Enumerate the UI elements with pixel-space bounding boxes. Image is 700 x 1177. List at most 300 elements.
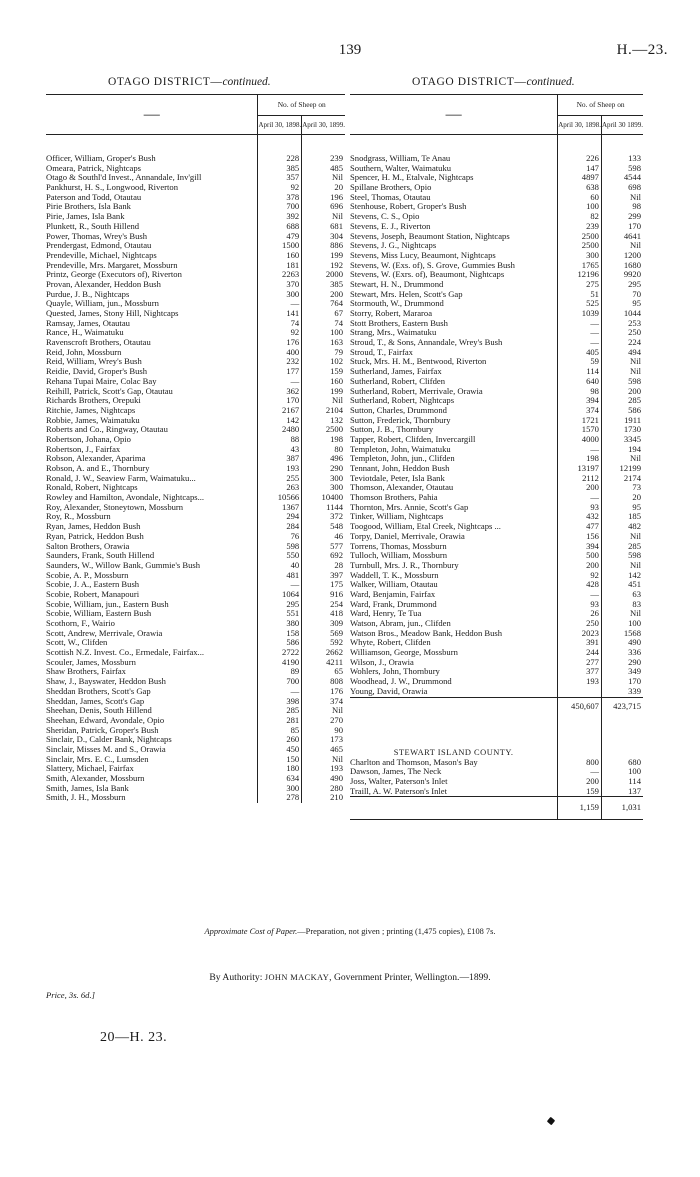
sheep-1898: 1039 xyxy=(558,309,602,319)
table-row xyxy=(350,396,643,406)
sheep-1899: 133 xyxy=(601,154,643,164)
table-row xyxy=(46,251,345,261)
table-row xyxy=(350,435,643,445)
sheep-1899: 65 xyxy=(302,667,345,677)
owner-name: Scobie, William, jun., Eastern Bush xyxy=(46,599,169,609)
year-1898-header: April 30, 1898. xyxy=(558,116,602,135)
sheep-1898: — xyxy=(258,687,302,697)
sheep-1898: 239 xyxy=(558,222,602,232)
table-row xyxy=(46,299,345,309)
sheep-1899: 210 xyxy=(302,793,345,803)
name-column-header: — xyxy=(350,95,558,135)
sheep-1898: 387 xyxy=(258,454,302,464)
sheep-1898: 362 xyxy=(258,387,302,397)
sheep-1899: 102 xyxy=(302,357,345,367)
table-row xyxy=(350,658,643,668)
sheep-1898: 40 xyxy=(258,561,302,571)
owner-name: Sutherland, Robert, Nightcaps xyxy=(350,396,455,406)
sheep-1899: 239 xyxy=(302,154,345,164)
owner-name: Robbie, James, Waimatuku xyxy=(46,415,140,425)
sheep-1898: 93 xyxy=(558,503,602,513)
sheep-1898: 300 xyxy=(258,784,302,794)
sheep-1899: 46 xyxy=(302,532,345,542)
sheep-1899: 170 xyxy=(601,222,643,232)
sheep-1898: 13197 xyxy=(558,464,602,474)
sheep-1898: 281 xyxy=(258,716,302,726)
sheep-1898: 374 xyxy=(558,406,602,416)
footer-document-reference: 20—H. 23. xyxy=(100,1030,168,1045)
owner-name: Sutton, J. B., Thornbury xyxy=(350,425,434,435)
sheep-1899: 200 xyxy=(302,290,345,300)
table-row xyxy=(350,261,643,271)
table-row xyxy=(350,609,643,619)
table-row xyxy=(46,454,345,464)
owner-name: Paterson and Todd, Otautau xyxy=(46,192,142,202)
sheep-1898: 551 xyxy=(258,609,302,619)
owner-name: Sinclair, D., Calder Bank, Nightcaps xyxy=(46,735,172,745)
sheep-1898: 1570 xyxy=(558,425,602,435)
table-row xyxy=(350,212,643,222)
table-row xyxy=(350,474,643,484)
sheep-1899: 250 xyxy=(601,328,643,338)
table-row xyxy=(350,561,643,571)
owner-name: Sutton, Frederick, Thornbury xyxy=(350,415,451,425)
sheep-1899: 496 xyxy=(302,454,345,464)
table-row xyxy=(350,522,643,532)
table-row xyxy=(46,677,345,687)
sheep-1898: 634 xyxy=(258,774,302,784)
sheep-1899: 270 xyxy=(302,716,345,726)
owner-name: Sheridan, Patrick, Groper's Bush xyxy=(46,725,159,735)
table-row xyxy=(350,416,643,426)
sheep-1899: 175 xyxy=(302,580,345,590)
owner-name: Printz, George (Executors of), Riverton xyxy=(46,270,182,280)
owner-name: Joss, Walter, Paterson's Inlet xyxy=(350,776,448,786)
sheep-1899: Nil xyxy=(601,561,643,571)
table-row xyxy=(350,280,643,290)
table-row xyxy=(46,232,345,242)
sheep-1898: 228 xyxy=(258,154,302,164)
owner-name: Roberts and Co., Ringway, Otautau xyxy=(46,425,168,435)
sheep-1899: 10400 xyxy=(302,493,345,503)
sheep-1898: 142 xyxy=(258,416,302,426)
sheep-1899: Nil xyxy=(601,454,643,464)
sheep-1898: 88 xyxy=(258,435,302,445)
sheep-1899: 20 xyxy=(601,493,643,503)
sheep-1899: 698 xyxy=(601,183,643,193)
table-row xyxy=(46,658,345,668)
owner-name: Quayle, William, jun., Mossburn xyxy=(46,299,159,309)
table-row xyxy=(350,600,643,610)
sheep-1899: 295 xyxy=(601,280,643,290)
sheep-1899: Nil xyxy=(601,241,643,251)
owner-name: Turnbull, Mrs. J. R., Thornbury xyxy=(350,560,459,570)
sheep-1898: 244 xyxy=(558,648,602,658)
sheep-1899: 418 xyxy=(302,609,345,619)
sheep-1899: 9920 xyxy=(601,270,643,280)
owner-name: Watson Bros., Meadow Bank, Heddon Bush xyxy=(350,628,503,638)
sheep-1899: 300 xyxy=(302,483,345,493)
sheep-1899: 142 xyxy=(601,571,643,581)
table-row xyxy=(46,580,345,590)
sheep-1898: 640 xyxy=(558,377,602,387)
owner-name: Whyte, Robert, Clifden xyxy=(350,638,431,648)
table-row xyxy=(46,609,345,619)
sheep-1898: — xyxy=(558,338,602,348)
county-heading: STEWART ISLAND COUNTY. xyxy=(393,747,514,757)
table-row xyxy=(46,561,345,571)
sheep-1899: 494 xyxy=(601,348,643,358)
owner-name: Provan, Alexander, Heddon Bush xyxy=(46,279,161,289)
sheep-1898: 263 xyxy=(258,483,302,493)
owner-name: Williamson, George, Mossburn xyxy=(350,648,458,658)
sheep-1899: 490 xyxy=(302,774,345,784)
table-row xyxy=(46,474,345,484)
table-row xyxy=(350,512,643,522)
owner-name: Prendeville, Michael, Nightcaps xyxy=(46,250,157,260)
sheep-1899: Nil xyxy=(601,609,643,619)
table-row xyxy=(46,396,345,406)
sheep-1898: — xyxy=(558,590,602,600)
owner-name: Stroud, T., & Sons, Annandale, Wrey's Bush xyxy=(350,338,503,348)
sheep-1898: 284 xyxy=(258,522,302,532)
owner-name: Stewart, Mrs. Helen, Scott's Gap xyxy=(350,289,463,299)
sheep-count-group-header: No. of Sheep on xyxy=(558,95,643,116)
sheep-1898: — xyxy=(558,767,602,777)
table-row xyxy=(350,183,643,193)
sheep-1899: 2662 xyxy=(302,648,345,658)
owner-name: Dawson, James, The Neck xyxy=(350,767,442,777)
table-row xyxy=(350,551,643,561)
sheep-1899: 1911 xyxy=(601,416,643,426)
owner-name: Stewart, H. N., Drummond xyxy=(350,279,444,289)
sheep-1898: 2480 xyxy=(258,425,302,435)
owner-name: Salton Brothers, Orawia xyxy=(46,541,130,551)
sheep-1898: 2500 xyxy=(558,232,602,242)
sheep-1898: 598 xyxy=(258,542,302,552)
owner-name: Torpy, Daniel, Merrivale, Orawia xyxy=(350,531,465,541)
county-total-1898: 1,159 xyxy=(558,797,602,820)
owner-name: Reidie, David, Groper's Bush xyxy=(46,367,148,377)
sheep-1899: 12199 xyxy=(601,464,643,474)
table-row xyxy=(46,183,345,193)
paper-cost-note: Approximate Cost of Paper.—Preparation, not given ; printing (1,475 copies), £108 7s. xyxy=(204,927,496,936)
owner-name: Smith, Alexander, Mossburn xyxy=(46,774,145,783)
owner-name: Sheehan, Edward, Avondale, Opio xyxy=(46,715,165,725)
sheep-1899: 2500 xyxy=(302,425,345,435)
total-1898: 450,607 xyxy=(558,697,602,716)
county-table-body xyxy=(350,758,643,797)
sheep-1899: 2104 xyxy=(302,406,345,416)
sheep-1899: 28 xyxy=(302,561,345,571)
sheep-1899: 254 xyxy=(302,600,345,610)
sheep-1899: 299 xyxy=(601,212,643,222)
sheep-1898: 156 xyxy=(558,532,602,542)
owner-name: Scottish N.Z. Invest. Co., Ermedale, Fairfax... xyxy=(46,648,204,658)
table-row xyxy=(350,377,643,387)
table-row xyxy=(350,638,643,648)
owner-name: Quested, James, Stony Hill, Nightcaps xyxy=(46,309,179,318)
sheep-1898: 688 xyxy=(258,222,302,232)
sheep-1898: 170 xyxy=(258,396,302,406)
sheep-1898: 181 xyxy=(258,261,302,271)
table-row xyxy=(350,251,643,261)
table-row xyxy=(350,629,643,639)
table-row xyxy=(46,697,345,707)
table-row xyxy=(350,667,643,677)
owner-name: Walker, William, Otautau xyxy=(350,580,438,590)
total-1899: 423,715 xyxy=(601,697,643,716)
owner-name: Stevens, W. (Exs. of), S. Grove, Gummies Bush xyxy=(350,260,515,270)
sheep-1898: — xyxy=(558,445,602,455)
table-row xyxy=(46,416,345,426)
owner-name: Storry, Robert, Mararoa xyxy=(350,309,433,318)
table-row xyxy=(46,638,345,648)
sheep-1898: 586 xyxy=(258,638,302,648)
left-sheep-table xyxy=(46,94,345,803)
table-row xyxy=(46,377,345,387)
sheep-1899: 598 xyxy=(601,551,643,561)
sheep-1899: 79 xyxy=(302,348,345,358)
table-row xyxy=(350,319,643,329)
sheep-1899: 465 xyxy=(302,745,345,755)
sheep-1898: 450 xyxy=(258,745,302,755)
sheep-1898: 385 xyxy=(258,164,302,174)
sheep-1898: 10566 xyxy=(258,493,302,503)
table-row xyxy=(46,774,345,784)
sheep-1898: 278 xyxy=(258,793,302,803)
owner-name: Thomson Brothers, Pahia xyxy=(350,493,438,503)
sheep-1898: 700 xyxy=(258,677,302,687)
owner-name: Prendergast, Edmond, Otautau xyxy=(46,241,152,251)
owner-name: Purdue, J. B., Nightcaps xyxy=(46,289,130,299)
sheep-1898: 477 xyxy=(558,522,602,532)
sheep-1899: 200 xyxy=(601,387,643,397)
table-row xyxy=(46,222,345,232)
table-row xyxy=(46,784,345,794)
sheep-1899: 20 xyxy=(302,183,345,193)
table-row xyxy=(46,319,345,329)
sheep-1899: 586 xyxy=(601,406,643,416)
sheep-1898: 114 xyxy=(558,367,602,377)
sheep-1898: 479 xyxy=(258,232,302,242)
owner-name: Plunkett, R., South Hillend xyxy=(46,221,140,231)
table-row xyxy=(46,154,345,164)
owner-name: Scothorn, F., Wairio xyxy=(46,619,115,628)
sheep-1899: 199 xyxy=(302,251,345,261)
owner-name: Templeton, John, Waimatuku xyxy=(350,444,451,454)
owner-name: Robson, Alexander, Aparima xyxy=(46,454,146,464)
sheep-1899: 290 xyxy=(601,658,643,668)
owner-name: Smith, J. H., Mossburn xyxy=(46,793,126,803)
sheep-1899: 1680 xyxy=(601,261,643,271)
table-row xyxy=(46,629,345,639)
table-row xyxy=(46,357,345,367)
sheep-1898: 26 xyxy=(558,609,602,619)
owner-name: Ronald, Robert, Nightcaps xyxy=(46,483,138,493)
owner-name: Prendeville, Mrs. Margaret, Mossburn xyxy=(46,260,178,270)
sheep-1898: — xyxy=(258,580,302,590)
sheep-count-group-header: No. of Sheep on xyxy=(258,95,345,116)
owner-name: Steel, Thomas, Otautau xyxy=(350,192,431,202)
table-row xyxy=(46,522,345,532)
owner-name: Shaw, J., Bayswater, Heddon Bush xyxy=(46,677,166,687)
table-row xyxy=(46,590,345,600)
sheep-1898: 1721 xyxy=(558,416,602,426)
owner-name: Tinker, William, Nightcaps xyxy=(350,512,444,522)
table-row xyxy=(46,338,345,348)
table-row xyxy=(46,793,345,803)
sheep-1898: 300 xyxy=(558,251,602,261)
sheep-1899: 280 xyxy=(302,784,345,794)
table-row xyxy=(350,483,643,493)
sheep-1898: 200 xyxy=(558,777,602,787)
sheep-1899: 1730 xyxy=(601,425,643,435)
sheep-1898: 405 xyxy=(558,348,602,358)
sheep-1898: 74 xyxy=(258,319,302,329)
owner-name: Stevens, W. (Exrs. of), Beaumont, Nightcaps xyxy=(350,270,505,280)
table-row xyxy=(46,464,345,474)
table-row xyxy=(350,687,643,697)
sheep-1899: Nil xyxy=(601,532,643,542)
owner-name: Sheddan Brothers, Scott's Gap xyxy=(46,686,151,696)
sheep-1898: 260 xyxy=(258,735,302,745)
owner-name: Scobie, William, Eastern Bush xyxy=(46,609,152,619)
table-row xyxy=(46,764,345,774)
sheep-1899: 193 xyxy=(302,764,345,774)
district-total-row xyxy=(350,697,643,716)
sheep-1899: 285 xyxy=(601,396,643,406)
sheep-1899: 385 xyxy=(302,280,345,290)
owner-name: Stevens, J. G., Nightcaps xyxy=(350,241,437,251)
sheep-1898: 378 xyxy=(258,193,302,203)
sheep-1899: 185 xyxy=(601,512,643,522)
sheep-1898: 193 xyxy=(558,677,602,687)
sheep-1899: Nil xyxy=(601,357,643,367)
owner-name: Templeton, John, jun., Clifden xyxy=(350,454,455,464)
sheep-1898: — xyxy=(558,319,602,329)
owner-name: Thornton, Mrs. Annie, Scott's Gap xyxy=(350,502,469,512)
sheep-1899: 349 xyxy=(601,667,643,677)
table-row xyxy=(350,532,643,542)
sheep-1899: 681 xyxy=(302,222,345,232)
owner-name: Stevens, Miss Lucy, Beaumont, Nightcaps xyxy=(350,250,496,260)
owner-name: Scott, W., Clifden xyxy=(46,638,108,648)
year-1898-header: April 30, 1898. xyxy=(258,116,302,135)
sheep-1899: 374 xyxy=(302,697,345,707)
sheep-1898: 380 xyxy=(258,619,302,629)
table-row xyxy=(350,232,643,242)
sheep-1898: 159 xyxy=(558,787,602,797)
sheep-1899: 176 xyxy=(302,687,345,697)
owner-name: Robertson, J., Fairfax xyxy=(46,444,121,454)
document-reference: H.—23. xyxy=(616,42,668,58)
owner-name: Saunders, W., Willow Bank, Gummie's Bush xyxy=(46,560,201,570)
table-row xyxy=(46,212,345,222)
sheep-1899: 253 xyxy=(601,319,643,329)
sheep-1898: 92 xyxy=(558,571,602,581)
owner-name: Spillane Brothers, Opio xyxy=(350,183,432,193)
owner-name: Rance, H., Waimatuku xyxy=(46,328,124,338)
sheep-1899: 160 xyxy=(302,377,345,387)
sheep-1899: 173 xyxy=(302,735,345,745)
sheep-1899: 485 xyxy=(302,164,345,174)
owner-name: Stott Brothers, Eastern Bush xyxy=(350,318,448,328)
sheep-1899: 309 xyxy=(302,619,345,629)
sheep-1898: 2722 xyxy=(258,648,302,658)
sheep-1898: 150 xyxy=(258,755,302,765)
table-row xyxy=(350,367,643,377)
owner-name: Reid, John, Mossburn xyxy=(46,347,122,357)
table-row xyxy=(46,425,345,435)
sheep-1898: 1064 xyxy=(258,590,302,600)
owner-name: Scobie, Robert, Manapouri xyxy=(46,589,140,599)
table-row xyxy=(350,787,643,797)
table-row xyxy=(350,758,643,768)
owner-name: Ward, Benjamin, Fairfax xyxy=(350,589,436,599)
sheep-1898: 43 xyxy=(258,445,302,455)
owner-name: Reid, William, Wrey's Bush xyxy=(46,357,142,367)
sheep-1898: 76 xyxy=(258,532,302,542)
sheep-1899: 451 xyxy=(601,580,643,590)
table-row xyxy=(350,338,643,348)
sheep-1898: 525 xyxy=(558,299,602,309)
owner-name: Sheddan, James, Scott's Gap xyxy=(46,696,145,706)
table-row xyxy=(350,464,643,474)
owner-name: Robertson, Johana, Opio xyxy=(46,434,131,444)
table-row xyxy=(350,154,643,164)
owner-name: Slattery, Michael, Fairfax xyxy=(46,764,134,774)
table-row xyxy=(350,202,643,212)
table-row xyxy=(46,532,345,542)
sheep-1898: 4190 xyxy=(258,658,302,668)
table-row xyxy=(46,726,345,736)
owner-name: Sinclair, Mrs. E. C., Lumsden xyxy=(46,754,149,764)
left-table-body xyxy=(46,154,345,803)
table-row xyxy=(46,387,345,397)
owner-name: Thomson, Alexander, Otautau xyxy=(350,483,454,493)
table-row xyxy=(46,406,345,416)
owner-name: Robson, A. and E., Thornbury xyxy=(46,464,150,473)
sheep-1898: 200 xyxy=(558,561,602,571)
sheep-1899: 170 xyxy=(601,677,643,687)
table-row xyxy=(46,164,345,174)
sheep-1898: 370 xyxy=(258,280,302,290)
owner-name: Sutherland, Robert, Merrivale, Orawia xyxy=(350,386,483,396)
table-row xyxy=(46,348,345,358)
sheep-1898: 1500 xyxy=(258,241,302,251)
sheep-1899: 4544 xyxy=(601,173,643,183)
sheep-1899: 100 xyxy=(601,619,643,629)
table-row xyxy=(46,435,345,445)
sheep-1899: 339 xyxy=(601,687,643,697)
owner-name: Power, Thomas, Wrey's Bush xyxy=(46,231,148,241)
sheep-1899: 1568 xyxy=(601,629,643,639)
owner-name: Sheehan, Denis, South Hillend xyxy=(46,706,152,716)
sheep-1898: 2023 xyxy=(558,629,602,639)
table-row xyxy=(46,735,345,745)
sheep-1898: 89 xyxy=(258,667,302,677)
owner-name: Reihill, Patrick, Scott's Gap, Otautau xyxy=(46,386,173,396)
owner-name: Rowley and Hamilton, Avondale, Nightcaps... xyxy=(46,493,205,503)
sheep-1899: 83 xyxy=(601,600,643,610)
owner-name: Omeara, Patrick, Nightcaps xyxy=(46,163,141,173)
owner-name: Ward, Frank, Drummond xyxy=(350,599,437,609)
table-row xyxy=(46,261,345,271)
sheep-1898: 277 xyxy=(558,658,602,668)
table-row xyxy=(350,270,643,280)
sheep-1898: — xyxy=(558,328,602,338)
